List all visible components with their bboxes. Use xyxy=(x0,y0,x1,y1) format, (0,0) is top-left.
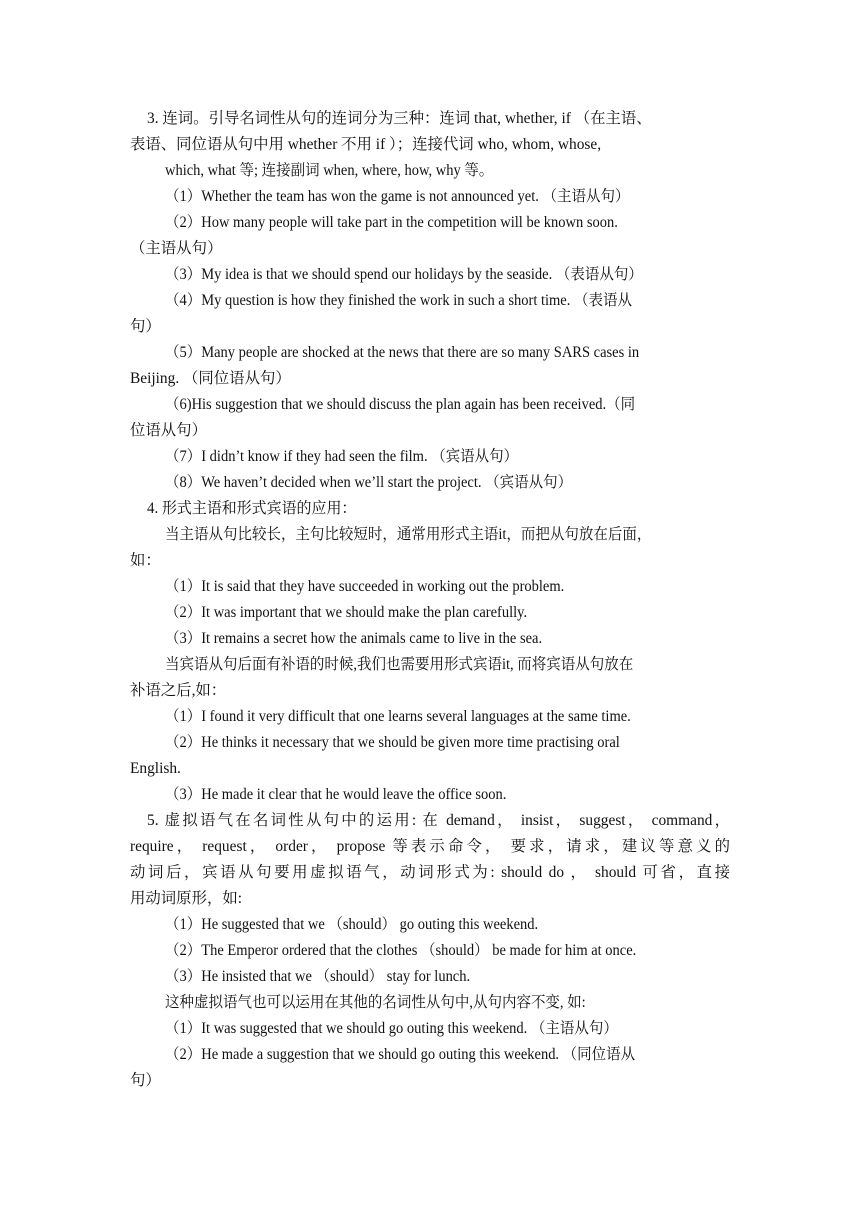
text-line: 如： xyxy=(130,552,161,569)
text-line: 句） xyxy=(130,318,161,335)
text-line: 位语从句） xyxy=(130,422,207,439)
text-line: Beijing. （同位语从句） xyxy=(130,370,291,387)
text-line: 句） xyxy=(130,1072,161,1089)
example-line: （2）How many people will take part in the competition will be known soon. xyxy=(165,214,618,231)
example-line: （4）My question is how they finished the work in such a short time. （表语从 xyxy=(165,292,632,309)
section-3-heading: 3. 连词。引导名词性从句的连词分为三种：连词 that, whether, if （在主语、 xyxy=(147,110,652,127)
example-line: （2）The Emperor ordered that the clothes （should） be made for him at once. xyxy=(165,942,637,959)
text-line: 动词后，宾语从句要用虚拟语气，动词形式为: should do ， should 可省，直接 xyxy=(130,864,730,881)
example-line: （3）My idea is that we should spend our holidays by the seaside. （表语从句） xyxy=(165,266,643,283)
example-line: （3）He made it clear that he would leave the office soon. xyxy=(165,786,507,803)
example-line: （2）He thinks it necessary that we should be given more time practising oral xyxy=(165,734,620,751)
text-line: 用动词原形，如: xyxy=(130,890,243,907)
text-line: which, what 等; 连接副词 when, where, how, why 等。 xyxy=(165,162,494,179)
text-line: 补语之后,如： xyxy=(130,682,227,699)
example-line: （1）Whether the team has won the game is not announced yet. （主语从句） xyxy=(165,188,630,205)
example-line: （1）He suggested that we （should） go outing this weekend. xyxy=(165,916,539,933)
example-line: （3）It remains a secret how the animals came to live in the sea. xyxy=(165,630,543,647)
example-line: （1）It was suggested that we should go outing this weekend. （主语从句） xyxy=(165,1020,618,1037)
example-line: （7）I didn’t know if they had seen the film. （宾语从句） xyxy=(165,448,519,465)
text-line: 表语、同位语从句中用 whether 不用 if ）；连接代词 who, whom, whose, xyxy=(130,136,602,153)
text-line: require， request， order， propose 等表示命令， 要求，请求，建议等意义的 xyxy=(130,838,730,855)
example-line: （6)His suggestion that we should discuss the plan again has been received.（同 xyxy=(165,396,636,413)
section-5-heading: 5. 虚拟语气在名词性从句中的运用: 在 demand， insist， suggest， command， xyxy=(147,812,730,829)
text-line: English. xyxy=(130,760,181,777)
example-line: （3）He insisted that we （should） stay for lunch. xyxy=(165,968,471,985)
example-line: （2）It was important that we should make the plan carefully. xyxy=(165,604,528,621)
text-line: 当主语从句比较长，主句比较短时，通常用形式主语it，而把从句放在后面， xyxy=(165,526,652,543)
text-line: 这种虚拟语气也可以运用在其他的名词性从句中,从句内容不变, 如: xyxy=(165,994,586,1011)
example-line: （8）We haven’t decided when we’ll start the project. （宾语从句） xyxy=(165,474,573,491)
section-4-heading: 4. 形式主语和形式宾语的应用： xyxy=(147,500,357,517)
text-line: （主语从句） xyxy=(130,240,223,257)
example-line: （2）He made a suggestion that we should go outing this weekend. （同位语从 xyxy=(165,1046,636,1063)
example-line: （5）Many people are shocked at the news that there are so many SARS cases in xyxy=(165,344,640,361)
example-line: （1）I found it very difficult that one learns several languages at the same time. xyxy=(165,708,631,725)
example-line: （1）It is said that they have succeeded in working out the problem. xyxy=(165,578,565,595)
text-line: 当宾语从句后面有补语的时候,我们也需要用形式宾语it, 而将宾语从句放在 xyxy=(165,656,634,673)
